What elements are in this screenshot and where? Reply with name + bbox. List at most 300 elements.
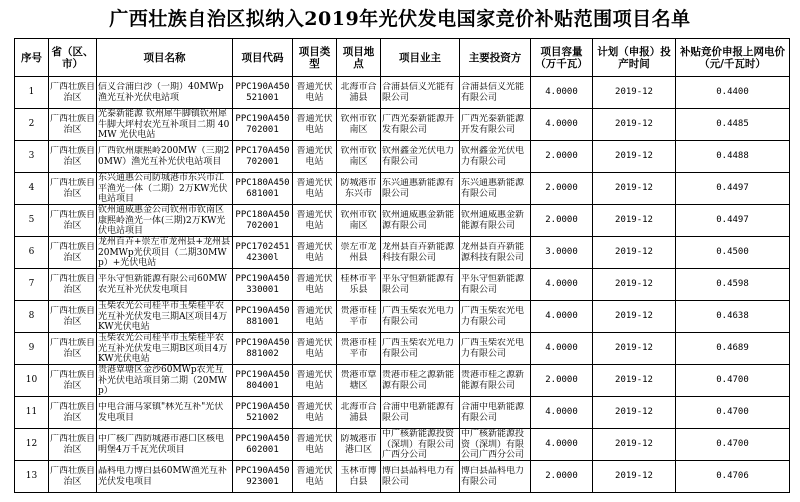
cell-owner-text: 合浦县信义光能有限公司 [382,82,455,103]
cell-price-text: 0.4500 [716,247,749,258]
cell-owner [381,333,460,365]
cell-investor [460,301,531,333]
cell-price [676,365,790,397]
cell-capacity [531,365,593,397]
cell-owner [381,109,460,141]
cell-province [49,109,97,141]
cell-investor-text: 广西玉柴农光电力有限公司 [461,306,525,327]
header-location: 项目地点 [337,39,381,77]
cell-location-text: 钦州市钦南区 [340,210,377,231]
table-row [15,429,790,461]
cell-owner-text: 广西玉柴农光电力有限公司 [382,338,455,359]
cell-province [49,77,97,109]
cell-capacity-text: 4.0000 [545,87,578,98]
cell-capacity-text: 2.0000 [545,471,578,482]
cell-name-text: 晶科电力博白县60MW渔光互补光伏发电项目 [98,466,227,487]
cell-plan [593,237,676,269]
cell-type [293,461,337,493]
cell-province-text: 广西壮族自治区 [50,402,95,423]
cell-seq-text: 13 [25,471,38,482]
cell-location [337,269,381,301]
cell-province-text: 广西壮族自治区 [50,370,95,391]
cell-seq [15,237,49,269]
cell-name-text: 广西钦州康熙岭200MW（三期20MW）渔光互补光伏电站项目 [98,146,230,167]
cell-name-text: 平乐守恒新能源有限公司60MW农光互补光伏发电项目 [98,274,227,295]
cell-seq-text: 11 [25,407,38,418]
cell-price [676,269,790,301]
cell-seq-text: 4 [28,183,35,194]
cell-name-text: 钦州通威惠金公司钦州市钦南区康熙岭渔光一体(三期)2万KW光伏电站项目 [98,205,226,236]
cell-location-text: 崇左市龙州县 [340,242,377,263]
cell-plan-text: 2019-12 [615,407,653,418]
cell-investor [460,141,531,173]
cell-price [676,141,790,173]
cell-name-text: 贵港覃塘区金沙60MWp农光互补光伏电站项目第二期（20MWp） [98,365,227,396]
cell-code [233,397,293,429]
cell-investor [460,173,531,205]
cell-plan-text: 2019-12 [615,279,653,290]
cell-location-text: 北海市合浦县 [340,402,377,423]
cell-seq [15,173,49,205]
cell-location [337,109,381,141]
cell-investor [460,269,531,301]
table-row [15,141,790,173]
cell-location [337,333,381,365]
cell-price-text: 0.4700 [716,439,749,450]
cell-plan-text: 2019-12 [615,183,653,194]
cell-investor-text: 博白县晶科电力有限公司 [461,466,525,487]
cell-capacity-text: 4.0000 [545,119,578,130]
cell-type-text: 普通光伏电站 [296,466,333,487]
cell-province [49,173,97,205]
page-title: 广西壮族自治区拟纳入2019年光伏发电国家竞价补贴范围项目名单 [109,8,691,30]
cell-location [337,205,381,237]
cell-seq [15,269,49,301]
cell-location-text: 玉林市博白县 [340,466,377,487]
cell-location [337,429,381,461]
table-row [15,77,790,109]
table-row [15,365,790,397]
cell-capacity [531,77,593,109]
header-capacity: 项目容量（万千瓦） [531,39,593,77]
cell-name-text: 信义合浦白沙（一期）40MWp渔光互补光伏电站项 [98,82,224,103]
cell-plan-text: 2019-12 [615,375,653,386]
cell-type-text: 普通光伏电站 [296,402,333,423]
cell-province-text: 广西壮族自治区 [50,242,95,263]
cell-type-text: 普通光伏电站 [296,114,333,135]
cell-seq [15,109,49,141]
cell-name-text: 中电合浦乌家镇"林光互补"光伏发电项目 [98,402,224,423]
cell-plan-text: 2019-12 [615,215,653,226]
cell-type-text: 普通光伏电站 [296,146,333,167]
table-row [15,109,790,141]
cell-code-text: PPC190A450881002 [235,338,290,359]
cell-investor-text: 龙州县百卉新能源科技有限公司 [461,242,525,263]
cell-investor-text: 中广核新能源投资（深圳）有限公司广西分公司 [461,429,525,460]
cell-plan-text: 2019-12 [615,119,653,130]
cell-plan-text: 2019-12 [615,151,653,162]
cell-capacity [531,269,593,301]
cell-price [676,173,790,205]
cell-owner [381,397,460,429]
cell-price [676,205,790,237]
cell-plan [593,429,676,461]
cell-price [676,461,790,493]
cell-seq [15,461,49,493]
project-table [14,38,790,493]
cell-capacity [531,205,593,237]
cell-type [293,365,337,397]
cell-province-text: 广西壮族自治区 [50,178,95,199]
cell-type-text: 普通光伏电站 [296,82,333,103]
cell-investor [460,237,531,269]
header-type: 项目类型 [293,39,337,77]
cell-name-text: 中广核广西防城港市港口区核电明堡4万千瓦光伏项目 [98,434,225,455]
cell-plan-text: 2019-12 [615,247,653,258]
cell-owner-text: 东兴通惠新能源有限公司 [382,178,455,199]
cell-price-text: 0.4689 [716,343,749,354]
cell-owner [381,301,460,333]
cell-capacity-text: 2.0000 [545,375,578,386]
cell-capacity [531,173,593,205]
cell-seq-text: 3 [28,151,35,162]
cell-province [49,365,97,397]
cell-owner-text: 贵港市桂之源新能源有限公司 [382,370,455,391]
cell-type-text: 普通光伏电站 [296,306,333,327]
header-price: 补贴竞价申报上网电价（元/千瓦时） [676,39,790,77]
cell-capacity [531,109,593,141]
cell-capacity [531,237,593,269]
cell-investor [460,397,531,429]
cell-investor [460,77,531,109]
cell-price-text: 0.4700 [716,407,749,418]
header-seq: 序号 [15,39,49,77]
cell-code [233,269,293,301]
cell-investor [460,333,531,365]
cell-location [337,173,381,205]
cell-province [49,269,97,301]
cell-type-text: 普通光伏电站 [296,274,333,295]
cell-seq [15,397,49,429]
header-owner: 项目业主 [381,39,460,77]
cell-code-text: PPC190A450702001 [235,114,290,135]
cell-owner [381,237,460,269]
cell-province [49,205,97,237]
cell-province-text: 广西壮族自治区 [50,434,95,455]
cell-code [233,461,293,493]
cell-price [676,301,790,333]
header-investor: 主要投资方 [460,39,531,77]
cell-plan-text: 2019-12 [615,311,653,322]
cell-price-text: 0.4700 [716,375,749,386]
cell-seq-text: 9 [28,343,35,354]
cell-location [337,461,381,493]
cell-type [293,109,337,141]
cell-capacity [531,141,593,173]
cell-location [337,237,381,269]
cell-price [676,77,790,109]
cell-type [293,205,337,237]
cell-code [233,205,293,237]
cell-plan-text: 2019-12 [615,343,653,354]
cell-code-text: PPC190A450602001 [235,434,290,455]
cell-price [676,397,790,429]
cell-name [97,397,233,429]
cell-name-text: 玉柴农光公司桂平市玉柴桂平农光互补光伏发电三期B区项目4万KW光伏电站 [98,333,228,364]
cell-name-text: 玉柴农光公司桂平市玉柴桂平农光互补光伏发电三期A区项目4万KW光伏电站 [98,301,228,332]
cell-code [233,77,293,109]
cell-province-text: 广西壮族自治区 [50,82,95,103]
cell-capacity-text: 2.0000 [545,151,578,162]
cell-code [233,333,293,365]
cell-province-text: 广西壮族自治区 [50,466,95,487]
cell-price [676,109,790,141]
cell-province-text: 广西壮族自治区 [50,306,95,327]
cell-plan [593,141,676,173]
cell-plan-text: 2019-12 [615,471,653,482]
cell-owner [381,173,460,205]
cell-code [233,237,293,269]
cell-location [337,301,381,333]
cell-plan [593,269,676,301]
table-row [15,205,790,237]
cell-investor-text: 东兴通惠新能源有限公司 [461,178,525,199]
cell-plan [593,397,676,429]
cell-price [676,333,790,365]
cell-capacity [531,461,593,493]
cell-type [293,141,337,173]
cell-province [49,237,97,269]
cell-owner-text: 平乐守恒新能源有限公司 [382,274,455,295]
cell-code-text: PPC190A450923001 [235,466,290,487]
cell-owner-text: 博白县晶科电力有限公司 [382,466,455,487]
cell-capacity-text: 4.0000 [545,407,578,418]
cell-plan [593,109,676,141]
cell-type [293,237,337,269]
cell-location [337,77,381,109]
cell-location-text: 贵港市桂平市 [340,306,377,327]
cell-type-text: 普通光伏电站 [296,434,333,455]
cell-code-text: PPC180A450681001 [235,178,290,199]
cell-type [293,77,337,109]
cell-code [233,141,293,173]
cell-owner [381,429,460,461]
cell-location [337,397,381,429]
cell-type-text: 普通光伏电站 [296,210,333,231]
cell-capacity [531,333,593,365]
cell-type [293,269,337,301]
table-row [15,237,790,269]
cell-seq [15,301,49,333]
header-code: 项目代码 [233,39,293,77]
cell-code [233,365,293,397]
cell-capacity-text: 4.0000 [545,311,578,322]
cell-seq-text: 5 [28,215,35,226]
cell-province-text: 广西壮族自治区 [50,274,95,295]
cell-location [337,365,381,397]
cell-code-text: PPC190A450521001 [235,82,290,103]
cell-owner [381,141,460,173]
cell-owner-text: 龙州县百卉新能源科技有限公司 [382,242,455,263]
cell-plan-text: 2019-12 [615,87,653,98]
cell-type [293,397,337,429]
table-row [15,173,790,205]
cell-investor-text: 钦州通威惠金新能源有限公司 [461,210,525,231]
cell-type-text: 普通光伏电站 [296,178,333,199]
cell-name [97,461,233,493]
cell-plan [593,365,676,397]
cell-owner-text: 广西光泰新能源开发有限公司 [382,114,455,135]
cell-investor-text: 广西光泰新能源开发有限公司 [461,114,525,135]
cell-seq-text: 1 [28,87,35,98]
cell-capacity [531,301,593,333]
cell-seq-text: 10 [25,375,38,386]
cell-location-text: 北海市合浦县 [340,82,377,103]
cell-name [97,173,233,205]
cell-owner-text: 广西玉柴农光电力有限公司 [382,306,455,327]
cell-capacity-text: 4.0000 [545,343,578,354]
cell-name [97,205,233,237]
cell-name-text: 东兴通惠公司防城港市东兴市江平渔光一体（二期）2万KW光伏电站项目 [98,173,228,204]
cell-investor-text: 合浦县信义光能有限公司 [461,82,525,103]
cell-name [97,141,233,173]
cell-plan [593,333,676,365]
cell-capacity-text: 4.0000 [545,439,578,450]
cell-name-text: 光泰新能源 钦州犀牛脚镇钦州犀牛脚大坪村农光互补项目二期 40MW 光伏电站 [98,109,230,140]
cell-code [233,109,293,141]
cell-price-text: 0.4706 [716,471,749,482]
header-plan: 计划（申报）投产时间 [593,39,676,77]
cell-code-text: PPC170A450702001 [235,146,290,167]
cell-code [233,301,293,333]
cell-investor [460,109,531,141]
cell-code-text: PPC190A450521002 [235,402,290,423]
cell-location-text: 桂林市平乐县 [340,274,377,295]
cell-price [676,429,790,461]
cell-owner-text: 合浦中电新能源有限公司 [382,402,455,423]
cell-province [49,461,97,493]
cell-province [49,301,97,333]
header-name: 项目名称 [97,39,233,77]
cell-type [293,173,337,205]
cell-location-text: 贵港市桂平市 [340,338,377,359]
cell-seq-text: 7 [28,279,35,290]
cell-seq-text: 6 [28,247,35,258]
cell-price-text: 0.4497 [716,183,749,194]
cell-province-text: 广西壮族自治区 [50,114,95,135]
cell-plan-text: 2019-12 [615,439,653,450]
cell-code-text: PPC190A450804001 [235,370,290,391]
cell-seq [15,333,49,365]
cell-owner-text: 中广核新能源投资（深圳）有限公司广西分公司 [382,429,455,460]
cell-province-text: 广西壮族自治区 [50,210,95,231]
cell-seq [15,141,49,173]
cell-province [49,397,97,429]
cell-price-text: 0.4400 [716,87,749,98]
cell-price-text: 0.4598 [716,279,749,290]
table-header-row [15,39,790,77]
cell-investor-text: 合浦中电新能源有限公司 [461,402,525,423]
cell-capacity-text: 4.0000 [545,279,578,290]
cell-name [97,333,233,365]
cell-type-text: 普通光伏电站 [296,370,333,391]
cell-name [97,365,233,397]
table-row [15,397,790,429]
table-row [15,333,790,365]
cell-price-text: 0.4488 [716,151,749,162]
cell-code-text: PPC190A450330001 [235,274,290,295]
cell-name-text: 龙州百卉+崇左市龙州县+龙州县20MWp光伏项目（二期30MWp）+光伏电站 [98,237,231,268]
cell-location-text: 贵港市覃塘区 [340,370,377,391]
cell-name [97,237,233,269]
cell-price-text: 0.4638 [716,311,749,322]
cell-province [49,429,97,461]
cell-name [97,269,233,301]
cell-plan [593,461,676,493]
cell-type [293,333,337,365]
cell-owner [381,269,460,301]
cell-investor [460,461,531,493]
cell-plan [593,301,676,333]
cell-seq [15,205,49,237]
cell-seq-text: 8 [28,311,35,322]
cell-capacity [531,397,593,429]
cell-investor [460,429,531,461]
cell-investor-text: 贵港市桂之源新能源有限公司 [461,370,525,391]
cell-investor-text: 钦州鑫金光伏电力有限公司 [461,146,525,167]
cell-capacity-text: 2.0000 [545,215,578,226]
cell-capacity [531,429,593,461]
cell-province-text: 广西壮族自治区 [50,338,95,359]
cell-name [97,77,233,109]
cell-seq [15,77,49,109]
cell-owner [381,77,460,109]
cell-capacity-text: 2.0000 [545,183,578,194]
cell-type-text: 普通光伏电站 [296,338,333,359]
table-row [15,269,790,301]
cell-plan [593,205,676,237]
cell-investor [460,365,531,397]
cell-location-text: 防城港市港口区 [340,434,377,455]
cell-seq-text: 2 [28,119,35,130]
cell-name [97,301,233,333]
cell-plan [593,173,676,205]
cell-owner [381,365,460,397]
cell-location [337,141,381,173]
cell-type [293,429,337,461]
cell-code-text: PPC170245142300l [235,242,290,263]
cell-province [49,333,97,365]
cell-name [97,429,233,461]
cell-location-text: 钦州市钦南区 [340,146,377,167]
cell-owner-text: 钦州通威惠金新能源有限公司 [382,210,455,231]
cell-price-text: 0.4485 [716,119,749,130]
cell-code [233,429,293,461]
cell-investor-text: 平乐守恒新能源有限公司 [461,274,525,295]
header-province: 省（区、市） [49,39,97,77]
cell-type [293,301,337,333]
cell-seq-text: 12 [25,439,38,450]
cell-location-text: 防城港市东兴市 [340,178,377,199]
cell-seq [15,429,49,461]
cell-seq [15,365,49,397]
table-row [15,301,790,333]
cell-code [233,173,293,205]
cell-price-text: 0.4497 [716,215,749,226]
cell-province-text: 广西壮族自治区 [50,146,95,167]
table-body [15,77,790,493]
cell-price [676,237,790,269]
